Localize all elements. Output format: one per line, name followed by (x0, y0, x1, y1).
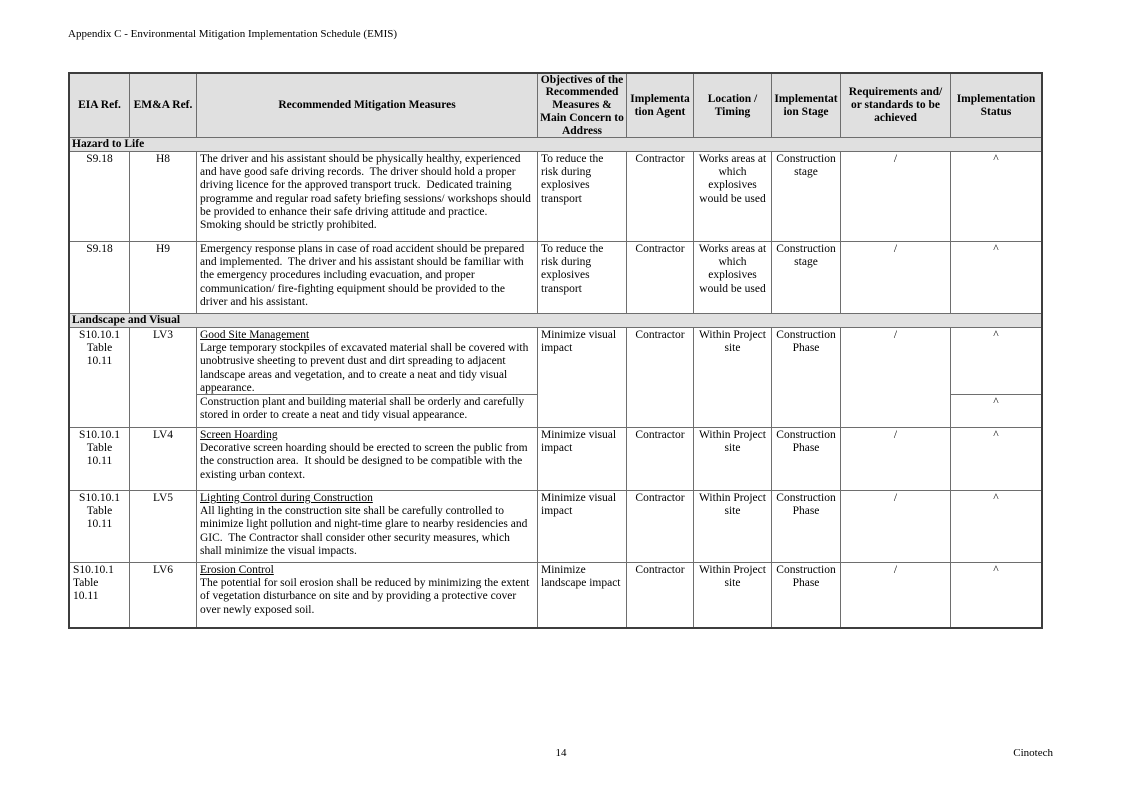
section-header-hazard-to-life: Hazard to Life (70, 138, 1041, 152)
objectives-cell: Minimize visual impact (538, 328, 627, 427)
eia-ref-cell: S10.10.1 Table 10.11 (70, 563, 130, 627)
status-value: ^ (993, 492, 999, 504)
measure-sub-cell: Construction plant and building material shall be orderly and carefully stored in order to create a neat and tidy visual appearance. (200, 396, 528, 422)
agent-cell: Contractor (627, 152, 694, 241)
status-cell (951, 328, 1041, 427)
requirements-cell: / (841, 328, 951, 427)
stage-cell: Construction Phase (772, 491, 841, 562)
ema-ref-cell: LV3 (130, 328, 197, 427)
measures-cell: Erosion Control The potential for soil erosion shall be reduced by minimizing the extent of vegetation disturbance on site and by providing a protective cover over newly exposed soil. (197, 563, 538, 627)
ema-ref-cell: LV6 (130, 563, 197, 627)
agent-cell: Contractor (627, 563, 694, 627)
eia-ref-cell: S10.10.1 Table 10.11 (70, 491, 130, 562)
measures-cell: Lighting Control during Construction All lighting in the construction site shall be carefully controlled to minimize light pollution and night-time glare to nearby residencies and GIC. The Contractor shall consider other security measures, which shall minimize the visual impacts. (197, 491, 538, 562)
col-header-requirements: Requirements and/ or standards to be achieved (841, 74, 951, 137)
requirements-cell: / (841, 242, 951, 313)
eia-ref-cell: S10.10.1 Table 10.11 (70, 428, 130, 490)
col-header-location-timing: Location / Timing (694, 74, 772, 137)
col-header-stage: Implementation Stage (772, 74, 841, 137)
measures-cell: The driver and his assistant should be physically healthy, experienced and have good safe driving records. The driver should hold a proper driving licence for the approved transport truck. Dedicated training programme and regular road safety briefing sessions/ workshops should be provided to enhance their safe driving attitude and practice. Smoking should be strictly prohibited. (197, 152, 538, 241)
page-number: 14 (555, 747, 567, 759)
table-row-lv5 (70, 491, 1041, 563)
ema-ref-cell: H9 (130, 242, 197, 313)
objectives-cell: Minimize landscape impact (538, 563, 627, 627)
agent-cell: Contractor (627, 242, 694, 313)
status-value: ^ (993, 396, 999, 408)
table-row-lv3 (70, 328, 1041, 428)
objectives-cell: Minimize visual impact (538, 428, 627, 490)
status-cell (951, 152, 1041, 241)
location-cell: Within Project site (694, 328, 772, 427)
col-header-eia-ref: EIA Ref. (70, 74, 130, 137)
measures-cell: Screen Hoarding Decorative screen hoarding should be erected to screen the public from the construction area. It should be designed to be compatible with the existing urban context. (197, 428, 538, 490)
status-value: ^ (993, 429, 999, 441)
col-header-objectives: Objectives of the Recommended Measures & Main Concern to Address (538, 74, 627, 137)
ema-ref-cell: LV4 (130, 428, 197, 490)
agent-cell: Contractor (627, 328, 694, 427)
requirements-cell: / (841, 428, 951, 490)
eia-ref-cell: S9.18 (70, 242, 130, 313)
col-header-measures: Recommended Mitigation Measures (197, 74, 538, 137)
status-cell (951, 491, 1041, 562)
objectives-cell: To reduce the risk during explosives transport (538, 152, 627, 241)
location-cell: Works areas at which explosives would be used (694, 242, 772, 313)
ema-ref-cell: LV5 (130, 491, 197, 562)
status-value: ^ (993, 564, 999, 576)
stage-cell: Construction stage (772, 152, 841, 241)
requirements-cell: / (841, 563, 951, 627)
col-header-ema-ref: EM&A Ref. (130, 74, 197, 137)
measure-sub-cell: Good Site Management Large temporary stockpiles of excavated material shall be covered with unobtrusive sheeting to prevent dust and dirt spreading to adjacent landscape areas and vegetation, and to create a neat and tidy visual appearance. (197, 329, 537, 395)
stage-cell: Construction Phase (772, 328, 841, 427)
requirements-cell: / (841, 491, 951, 562)
status-value: ^ (993, 153, 999, 165)
col-header-agent: Implementation Agent (627, 74, 694, 137)
col-header-status: Implementation Status (956, 92, 1036, 118)
table-header-row (70, 74, 1041, 138)
status-cell (951, 563, 1041, 627)
stage-cell: Construction stage (772, 242, 841, 313)
status-value: ^ (951, 328, 1041, 395)
status-cell (951, 428, 1041, 490)
table-row-lv4 (70, 428, 1041, 491)
measures-cell: Emergency response plans in case of road accident should be prepared and implemented. The driver and his assistant should be familiar with the emergency procedures including evacuation, and proper communication/ fire-fighting equipment should be provided to the driver and his assistant. (197, 242, 538, 313)
appendix-title: Appendix C - Environmental Mitigation Implementation Schedule (EMIS) (68, 28, 398, 40)
status-value: ^ (993, 243, 999, 255)
measures-cell (197, 328, 538, 427)
stage-cell: Construction Phase (772, 428, 841, 490)
location-cell: Within Project site (694, 491, 772, 562)
stage-cell: Construction Phase (772, 563, 841, 627)
status-cell (951, 242, 1041, 313)
company-name: Cinotech (1013, 747, 1053, 759)
agent-cell: Contractor (627, 491, 694, 562)
objectives-cell: To reduce the risk during explosives transport (538, 242, 627, 313)
table-row-h8 (70, 152, 1041, 242)
section-header-landscape-and-visual: Landscape and Visual (70, 314, 1041, 328)
eia-ref-cell: S10.10.1 Table 10.11 (70, 328, 130, 427)
ema-ref-cell: H8 (130, 152, 197, 241)
eia-ref-cell: S9.18 (70, 152, 130, 241)
location-cell: Within Project site (694, 563, 772, 627)
table-row-h9 (70, 242, 1041, 314)
location-cell: Works areas at which explosives would be used (694, 152, 772, 241)
location-cell: Within Project site (694, 428, 772, 490)
requirements-cell: / (841, 152, 951, 241)
table-row-lv6 (70, 563, 1041, 627)
agent-cell: Contractor (627, 428, 694, 490)
emis-table (68, 72, 1043, 629)
objectives-cell: Minimize visual impact (538, 491, 627, 562)
